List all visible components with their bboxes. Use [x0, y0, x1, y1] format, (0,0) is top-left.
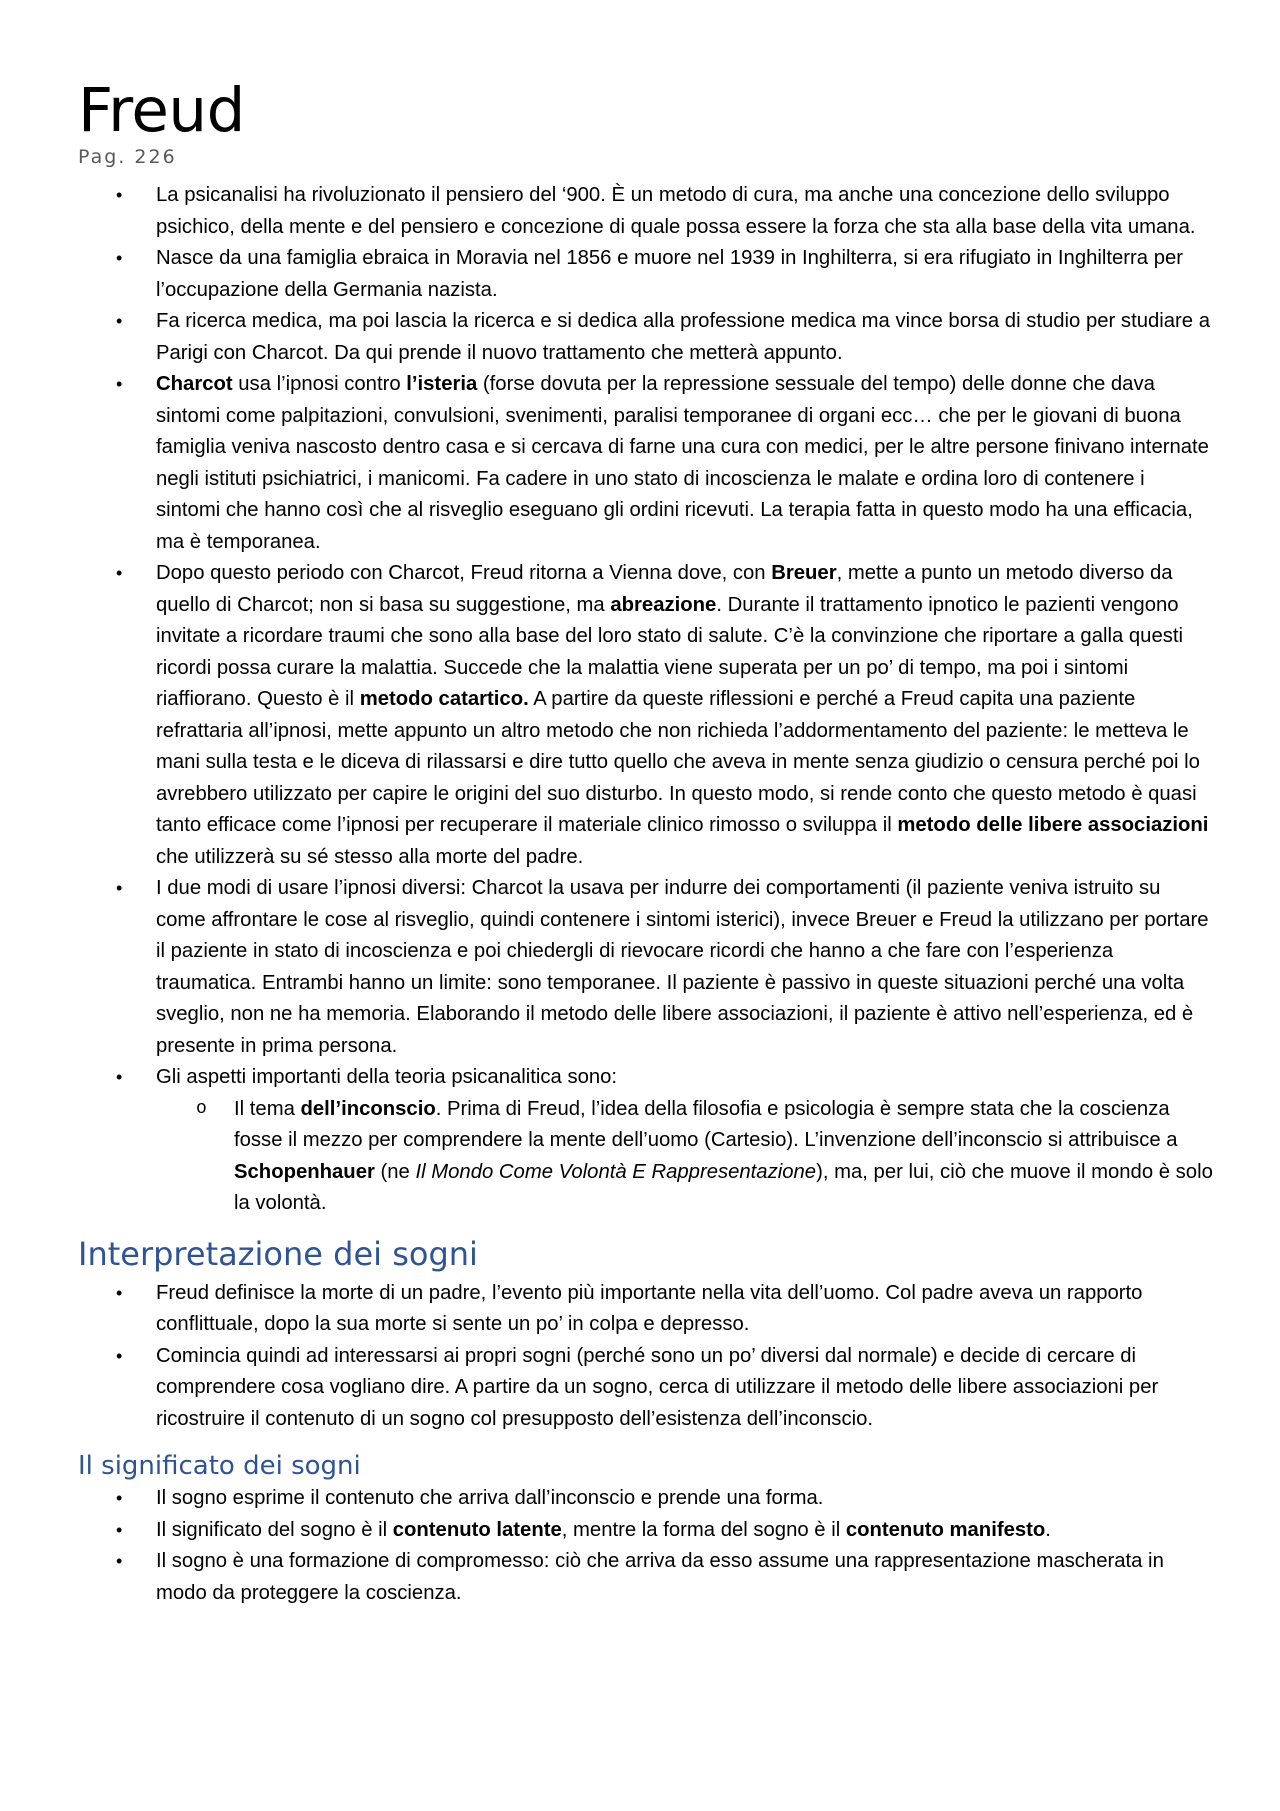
text-run: , mentre la forma del sogno è il: [561, 1518, 846, 1541]
bullet-icon: •: [116, 248, 123, 268]
list-item-text: [156, 1487, 823, 1509]
text-run: , mette a punto un metodo diverso da quello di Charcot; non si basa su suggestione, ma: [156, 562, 1173, 616]
italic-title: Il Mondo Come Volontà E Rappresentazione: [415, 1160, 817, 1183]
list-item-text: [234, 1098, 1213, 1215]
list-item: [78, 1546, 1213, 1609]
list-item-text: [156, 1550, 1164, 1604]
list-item-text: [156, 184, 1195, 238]
bold-term: dell’inconscio: [300, 1097, 436, 1120]
list-item: [78, 1278, 1213, 1341]
text-run: Gli aspetti importanti della teoria psicanalitica sono:: [156, 1066, 618, 1088]
bold-term: Charcot: [156, 373, 233, 395]
text-run: Dopo questo periodo con Charcot, Freud ritorna a Vienna dove, con: [156, 562, 772, 584]
list-item: [78, 1062, 1213, 1220]
list-item-text: [156, 1345, 1158, 1430]
text-run: Fa ricerca medica, ma poi lascia la ricerca e si dedica alla professione medica ma vince borsa di studio per studiare a Parigi con Charcot. Da qui prende il nuovo trattamento che metterà appunto.: [156, 310, 1210, 364]
bullet-icon: •: [116, 1519, 123, 1540]
bullet-icon: •: [116, 1282, 123, 1303]
text-run: che utilizzerà su sé stesso alla morte del padre.: [156, 845, 584, 868]
document-subtitle: Pag. 226: [78, 146, 177, 168]
text-run: Il significato del sogno è il: [156, 1518, 393, 1541]
bullet-icon: •: [116, 1488, 123, 1508]
heading-significato-dei-sogni: Il significato dei sogni: [78, 1451, 361, 1481]
list-item-text: [156, 373, 1209, 553]
list-item: [78, 243, 1213, 306]
bold-term: metodo catartico.: [359, 688, 529, 710]
bullet-icon: •: [116, 878, 123, 898]
bullet-icon: •: [116, 185, 123, 205]
text-run: (forse dovuta per la repressione sessuale del tempo) delle donne che dava sintomi come palpitazioni, convulsioni, svenimenti, paralisi temporanee di organi ecc… che per le giovani di buona famiglia veniva nascosto dentro casa e si cercava di farne una cura con medici, per le altre persone finivano internate negli istituti psichiatrici, i manicomi. Fa cadere in uno stato di incoscienza le malate e ordina loro di contenere i sintomi che hanno così che al risveglio eseguano gli ordini ricevuti. La terapia fatta in questo modo ha una efficacia, ma è temporanea.: [156, 373, 1209, 553]
significato-list: [78, 1483, 1213, 1609]
bullet-icon: •: [116, 1551, 123, 1571]
list-item: [78, 180, 1213, 243]
text-run: (ne: [374, 1160, 416, 1183]
text-run: Freud definisce la morte di un padre, l’evento più importante nella vita dell’uomo. Col padre aveva un rapporto conflittuale, dopo la sua morte si sente un po’ in colpa e depresso.: [156, 1281, 1143, 1335]
bold-term: contenuto latente: [392, 1518, 562, 1541]
text-run: A partire da queste riflessioni e perché a Freud capita una paziente refrattaria all’ipnosi, mette appunto un altro metodo che non richieda l’addormentamento del paziente: le metteva le mani sulla testa e le diceva di rilassarsi e dire tutto quello che aveva in mente senza giudizio o censura perché poi lo avrebbero utilizzato per capire le origini del suo disturbo. In questo modo, si rende conto che questo metodo è quasi tanto efficace come l’ipnosi per recuperare il materiale clinico rimosso o sviluppa il: [156, 688, 1200, 836]
bullet-icon: •: [116, 1345, 123, 1366]
list-item-text: [156, 1066, 617, 1088]
text-run: Il tema: [234, 1097, 301, 1120]
text-run: I due modi di usare l’ipnosi diversi: Charcot la usava per indurre dei comportamenti (il paziente veniva istruito su come affrontare le cose al risveglio, quindi contenere i sintomi isterici), invece Breuer e Freud la utilizzano per portare il paziente in stato di incoscienza e poi chiedergli di rievocare ricordi che hanno a che fare con l’esperienza traumatica. Entrambi hanno un limite: sono temporanee. Il paziente è passivo in queste situazioni perché una volta sveglio, non ne ha memoria. Elaborando il metodo delle libere associazioni, il paziente è attivo nell’esperienza, ed è presente in prima persona.: [156, 877, 1209, 1057]
sub-list: [156, 1094, 1213, 1220]
bold-term: contenuto manifesto: [845, 1518, 1046, 1541]
text-run: Nasce da una famiglia ebraica in Moravia nel 1856 e muore nel 1939 in Inghilterra, si era rifugiato in Inghilterra per l’occupazione della Germania nazista.: [156, 247, 1184, 301]
list-item: [78, 1515, 1213, 1547]
bullet-icon: •: [116, 374, 123, 394]
heading-interpretazione-dei-sogni: Interpretazione dei sogni: [78, 1234, 478, 1273]
sub-list-item: [156, 1094, 1213, 1220]
bold-term: Breuer: [771, 562, 837, 584]
text-run: Il sogno è una formazione di compromesso: ciò che arriva da esso assume una rappresentazione mascherata in modo da proteggere la coscienza.: [156, 1550, 1164, 1604]
text-run: La psicanalisi ha rivoluzionato il pensiero del ‘900. È un metodo di cura, ma anche una concezione dello sviluppo psichico, della mente e del pensiero e concezione di quale possa essere la forza che sta alla base della vita umana.: [156, 184, 1196, 238]
document-title: Freud: [78, 75, 245, 146]
text-run: . Prima di Freud, l’idea della filosofia e psicologia è sempre stata che la coscienza fosse il mezzo per comprendere la mente dell’uomo (Cartesio). L’invenzione dell’inconscio si attribuisce a: [234, 1097, 1178, 1151]
list-item: [78, 1341, 1213, 1436]
list-item-text: [156, 247, 1183, 301]
bullet-icon: •: [116, 311, 123, 331]
text-run: . Durante il trattamento ipnotico le pazienti vengono invitate a ricordare traumi che sono alla base del loro stato di salute. C’è la convinzione che riportare a galla questi ricordi possa curare la malattia. Succede che la malattia viene superata per un po’ di tempo, ma poi i sintomi riaffiorano. Questo è il: [156, 593, 1184, 710]
list-item: [78, 306, 1213, 369]
intro-list: [78, 180, 1213, 1220]
list-item-text: [156, 877, 1209, 1057]
sogni-list: [78, 1278, 1213, 1436]
bold-term: metodo delle libere associazioni: [897, 814, 1209, 836]
circle-bullet-icon: o: [196, 1098, 207, 1119]
text-run: Il sogno esprime il contenuto che arriva dall’inconscio e prende una forma.: [156, 1487, 824, 1509]
text-run: Comincia quindi ad interessarsi ai propri sogni (perché sono un po’ diversi dal normale) e decide di cercare di comprendere cosa vogliano dire. A partire da un sogno, cerca di utilizzare il metodo delle libere associazioni per ricostruire il contenuto di un sogno col presupposto dell’esistenza dell’inconscio.: [156, 1344, 1159, 1430]
document-page: [78, 72, 1213, 1609]
bullet-icon: •: [116, 563, 123, 583]
bold-term: l’isteria: [406, 373, 478, 395]
list-item: [78, 369, 1213, 558]
list-item: [78, 558, 1213, 873]
list-item-text: [156, 1519, 1051, 1541]
text-run: .: [1045, 1518, 1051, 1541]
text-run: ), ma, per lui, ciò che muove il mondo è solo la volontà.: [234, 1160, 1213, 1214]
bold-term: Schopenhauer: [234, 1160, 375, 1183]
bullet-icon: •: [116, 1067, 123, 1087]
list-item: [78, 1483, 1213, 1515]
list-item-text: [156, 310, 1210, 364]
bold-term: abreazione: [610, 593, 717, 616]
text-run: usa l’ipnosi contro: [232, 373, 407, 395]
list-item-text: [156, 562, 1208, 868]
list-item-text: [156, 1282, 1142, 1336]
list-item: [78, 873, 1213, 1062]
